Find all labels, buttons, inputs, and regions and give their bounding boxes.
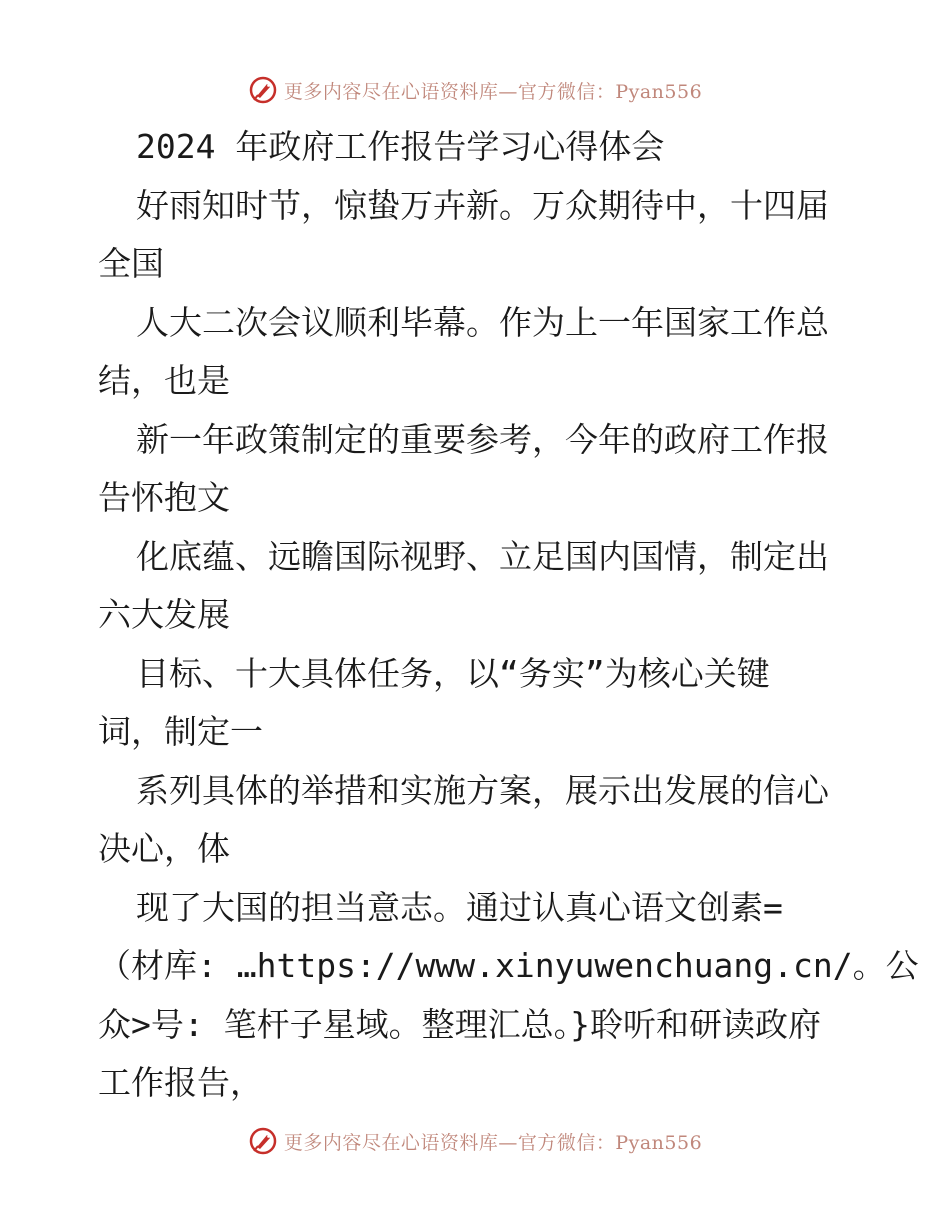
text-line: 好雨知时节，惊蛰万卉新。万众期待中，十四届 — [136, 185, 829, 225]
text-line: 众>号: 笔杆子星域。整理汇总。}聆听和研读政府 — [98, 1004, 821, 1044]
text-line: 六大发展 — [98, 595, 230, 634]
banner-text: 更多内容尽在心语资料库—官方微信：Pyan556 — [283, 80, 703, 103]
text-line: 化底蕴、远瞻国际视野、立足国内国情，制定出 — [136, 536, 829, 576]
text-line: 结，也是 — [98, 361, 230, 400]
header-banner — [0, 73, 950, 107]
text-line: 词，制定一 — [98, 712, 263, 751]
document-body — [98, 118, 919, 1113]
text-line: 告怀抱文 — [98, 478, 230, 517]
pen-logo-icon — [248, 75, 278, 105]
text-line: 决心，体 — [98, 829, 230, 868]
text-line: 现了大国的担当意志。通过认真心语文创素= — [136, 887, 783, 927]
banner-text: 更多内容尽在心语资料库—官方微信：Pyan556 — [283, 1131, 703, 1154]
text-line: 人大二次会议顺利毕幕。作为上一年国家工作总 — [136, 302, 829, 342]
text-line: 全国 — [98, 244, 164, 283]
text-line: 新一年政策制定的重要参考，今年的政府工作报 — [136, 419, 829, 459]
text-line: 系列具体的举措和实施方案，展示出发展的信心 — [136, 770, 829, 810]
footer-banner — [0, 1124, 950, 1158]
text-line: （材库: …https://www.xinyuwenchuang.cn/。公 — [98, 946, 919, 985]
text-line: 目标、十大具体任务，以“务实”为核心关键 — [136, 653, 770, 693]
pen-logo-icon — [248, 1126, 278, 1156]
document-title: 2024 年政府工作报告学习心得体会 — [136, 127, 665, 166]
text-line: 工作报告， — [98, 1063, 263, 1102]
